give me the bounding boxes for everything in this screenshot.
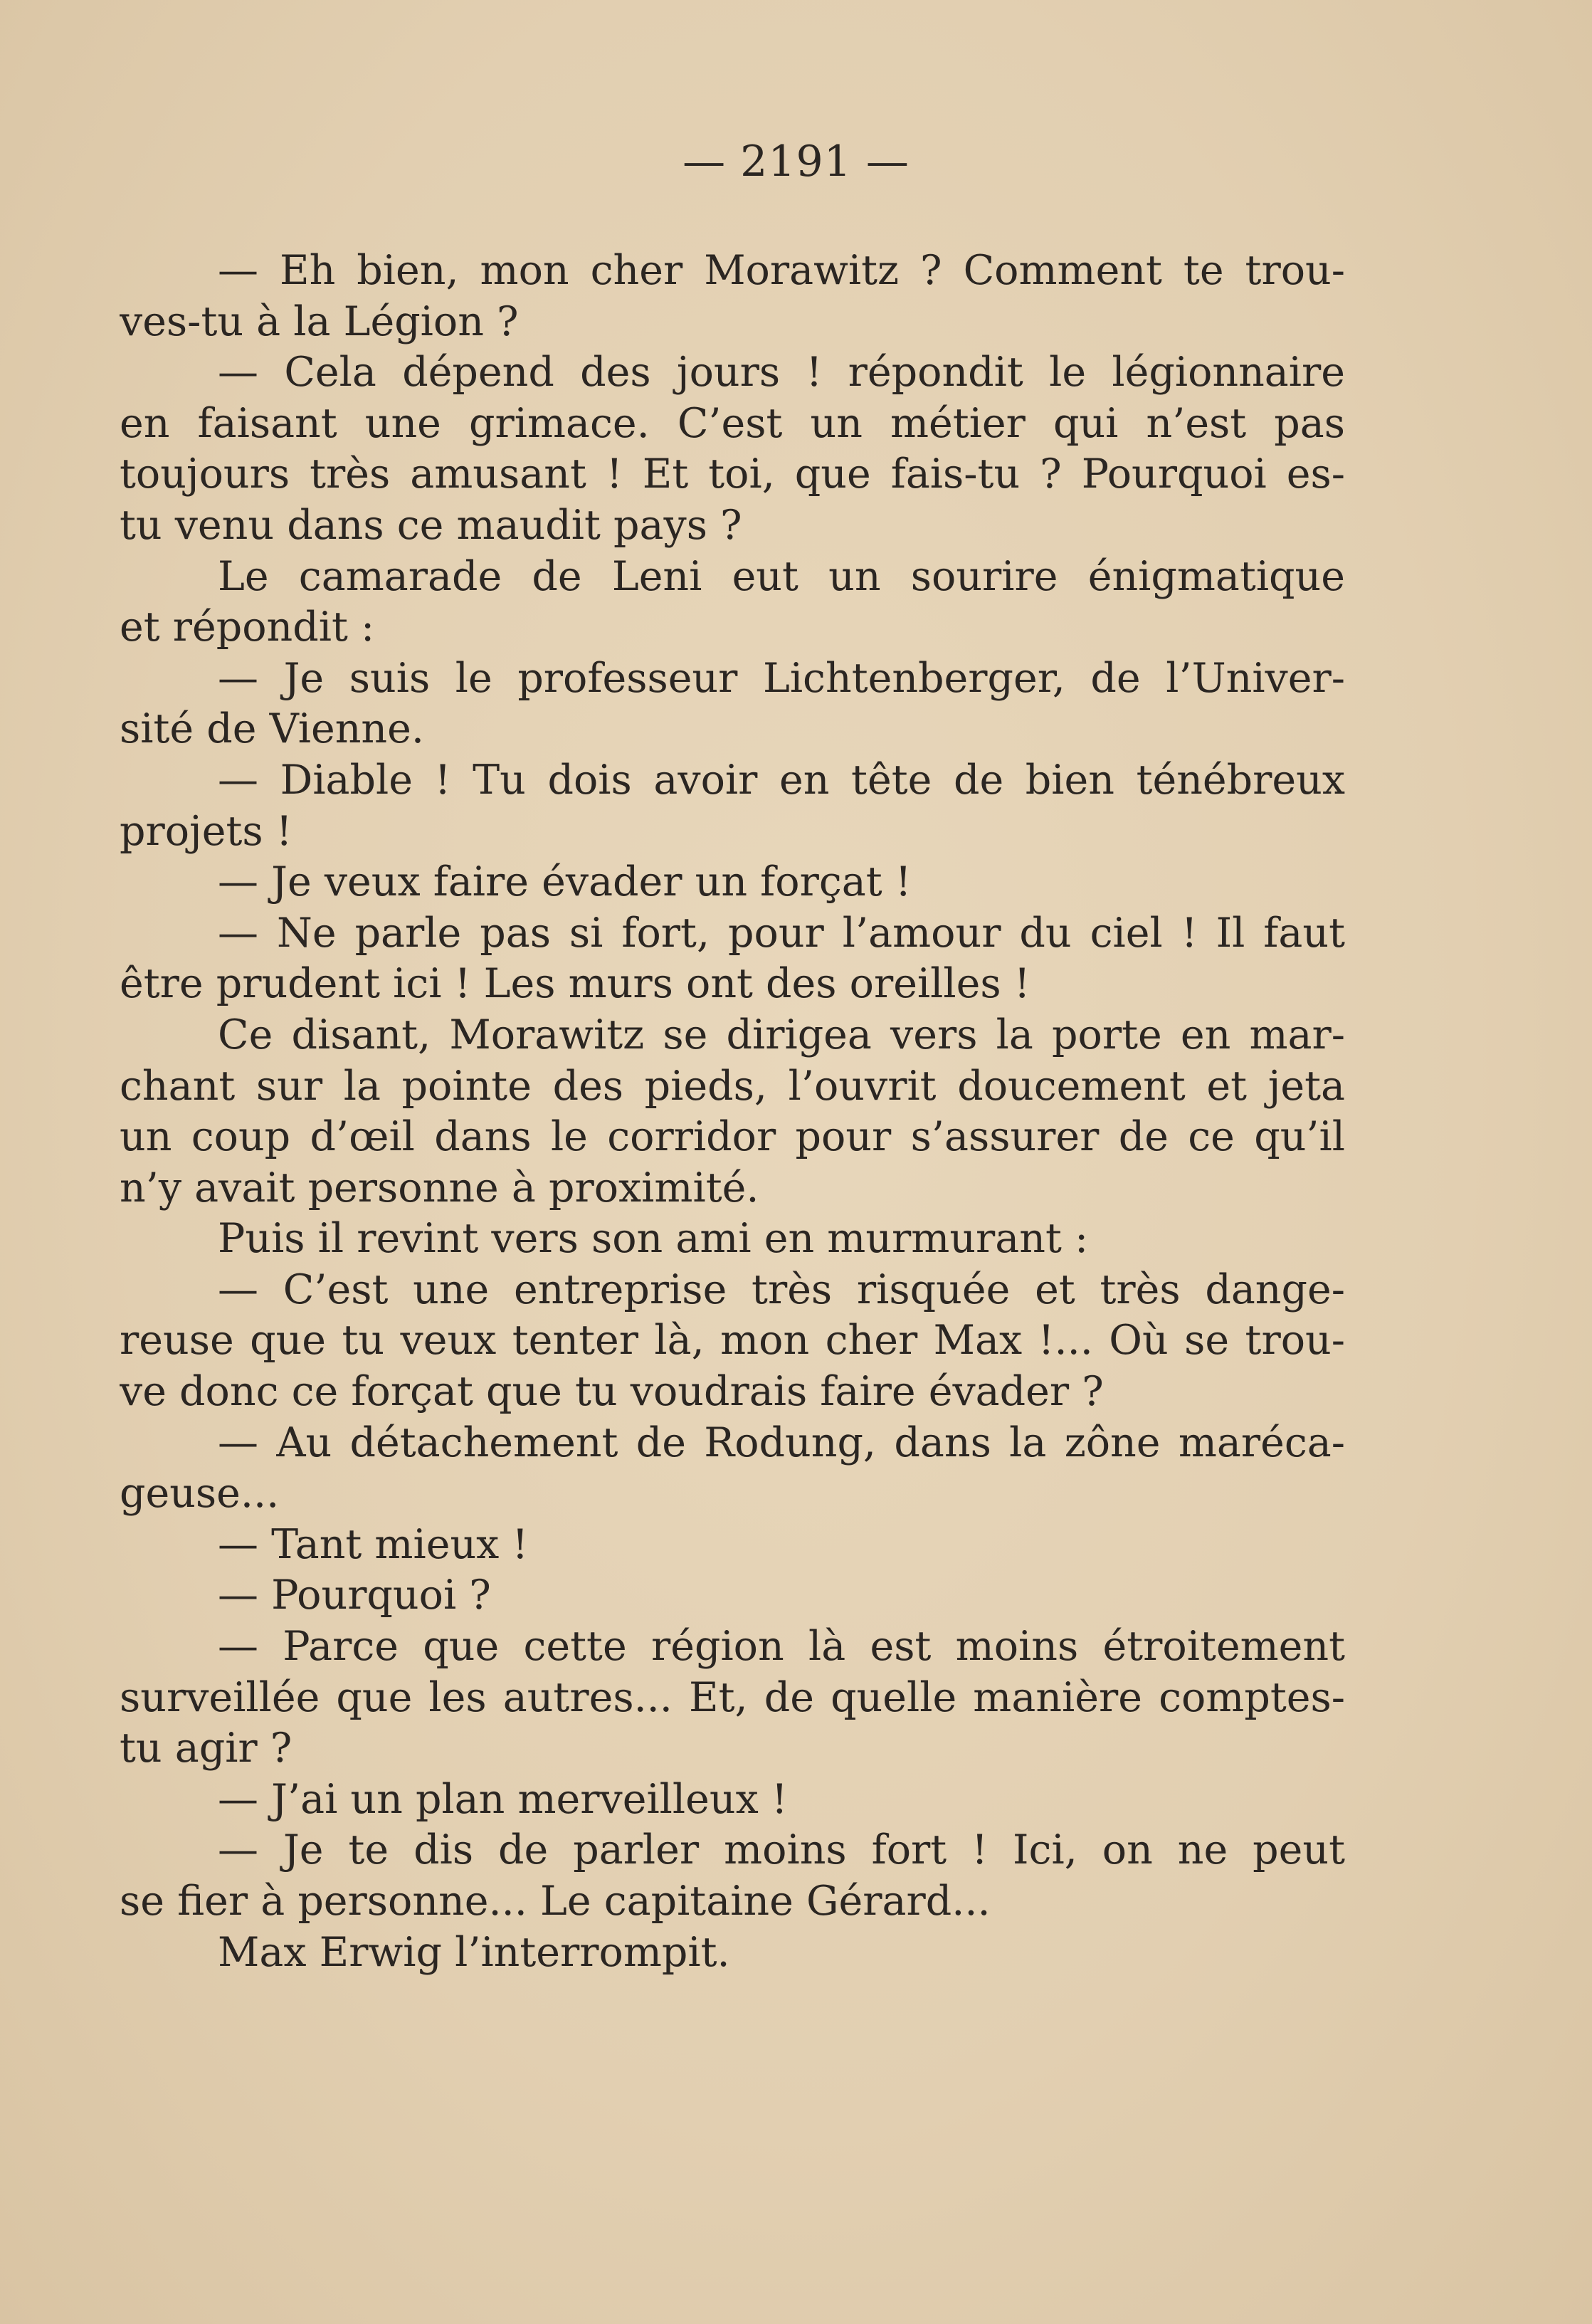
text-line: sité de Vienne. (120, 705, 424, 753)
text-line: reuse que tu veux tenter là, mon cher Max !... Où se trou- (120, 1317, 1345, 1365)
page-number: — 2191 — (682, 137, 910, 186)
text-block (120, 246, 1345, 1978)
text-line: Max Erwig l’interrompit. (218, 1928, 730, 1976)
text-line: — Parce que cette région là est moins étroitement (218, 1623, 1345, 1671)
text-line: — Diable ! Tu dois avoir en tête de bien ténébreux (218, 756, 1345, 804)
text-line: tu agir ? (120, 1725, 292, 1772)
text-line: — Pourquoi ? (218, 1572, 491, 1619)
text-line: — C’est une entreprise très risquée et très dange- (218, 1266, 1345, 1313)
text-line: geuse... (120, 1470, 280, 1518)
text-line: — Je te dis de parler moins fort ! Ici, on ne peut (218, 1826, 1345, 1874)
text-line: — Je veux faire évader un forçat ! (218, 858, 912, 906)
text-line: n’y avait personne à proximité. (120, 1164, 759, 1211)
text-line: — Tant mieux ! (218, 1520, 529, 1568)
text-line: en faisant une grimace. C’est un métier qui n’est pas (120, 399, 1345, 447)
text-line: — Je suis le professeur Lichtenberger, de l’Univer- (218, 654, 1345, 702)
text-line: ves-tu à la Légion ? (120, 298, 519, 345)
text-line: projets ! (120, 807, 292, 855)
text-line: — Eh bien, mon cher Morawitz ? Comment te trou- (218, 247, 1345, 294)
text-line: Le camarade de Leni eut un sourire énigmatique (218, 552, 1345, 600)
text-line: tu venu dans ce maudit pays ? (120, 501, 742, 549)
text-line: — J’ai un plan merveilleux ! (218, 1775, 788, 1823)
text-line: surveillée que les autres... Et, de quelle manière comptes- (120, 1673, 1345, 1721)
text-line: et répondit : (120, 604, 375, 651)
text-line: être prudent ici ! Les murs ont des oreilles ! (120, 960, 1030, 1008)
text-line: se fier à personne... Le capitaine Gérard... (120, 1878, 991, 1925)
text-line: toujours très amusant ! Et toi, que fais-tu ? Pourquoi es- (120, 451, 1345, 498)
text-line: Ce disant, Morawitz se dirigea vers la porte en mar- (218, 1011, 1345, 1058)
text-line: — Au détachement de Rodung, dans la zône maréca- (218, 1419, 1345, 1466)
text-line: ve donc ce forçat que tu voudrais faire évader ? (120, 1368, 1104, 1416)
text-line: Puis il revint vers son ami en murmurant : (218, 1215, 1089, 1263)
text-line: chant sur la pointe des pieds, l’ouvrit doucement et jeta (120, 1062, 1345, 1110)
text-line: un coup d’œil dans le corridor pour s’assurer de ce qu’il (120, 1113, 1345, 1161)
text-line: — Ne parle pas si fort, pour l’amour du ciel ! Il faut (218, 909, 1345, 957)
text-line: — Cela dépend des jours ! répondit le légionnaire (218, 349, 1345, 396)
